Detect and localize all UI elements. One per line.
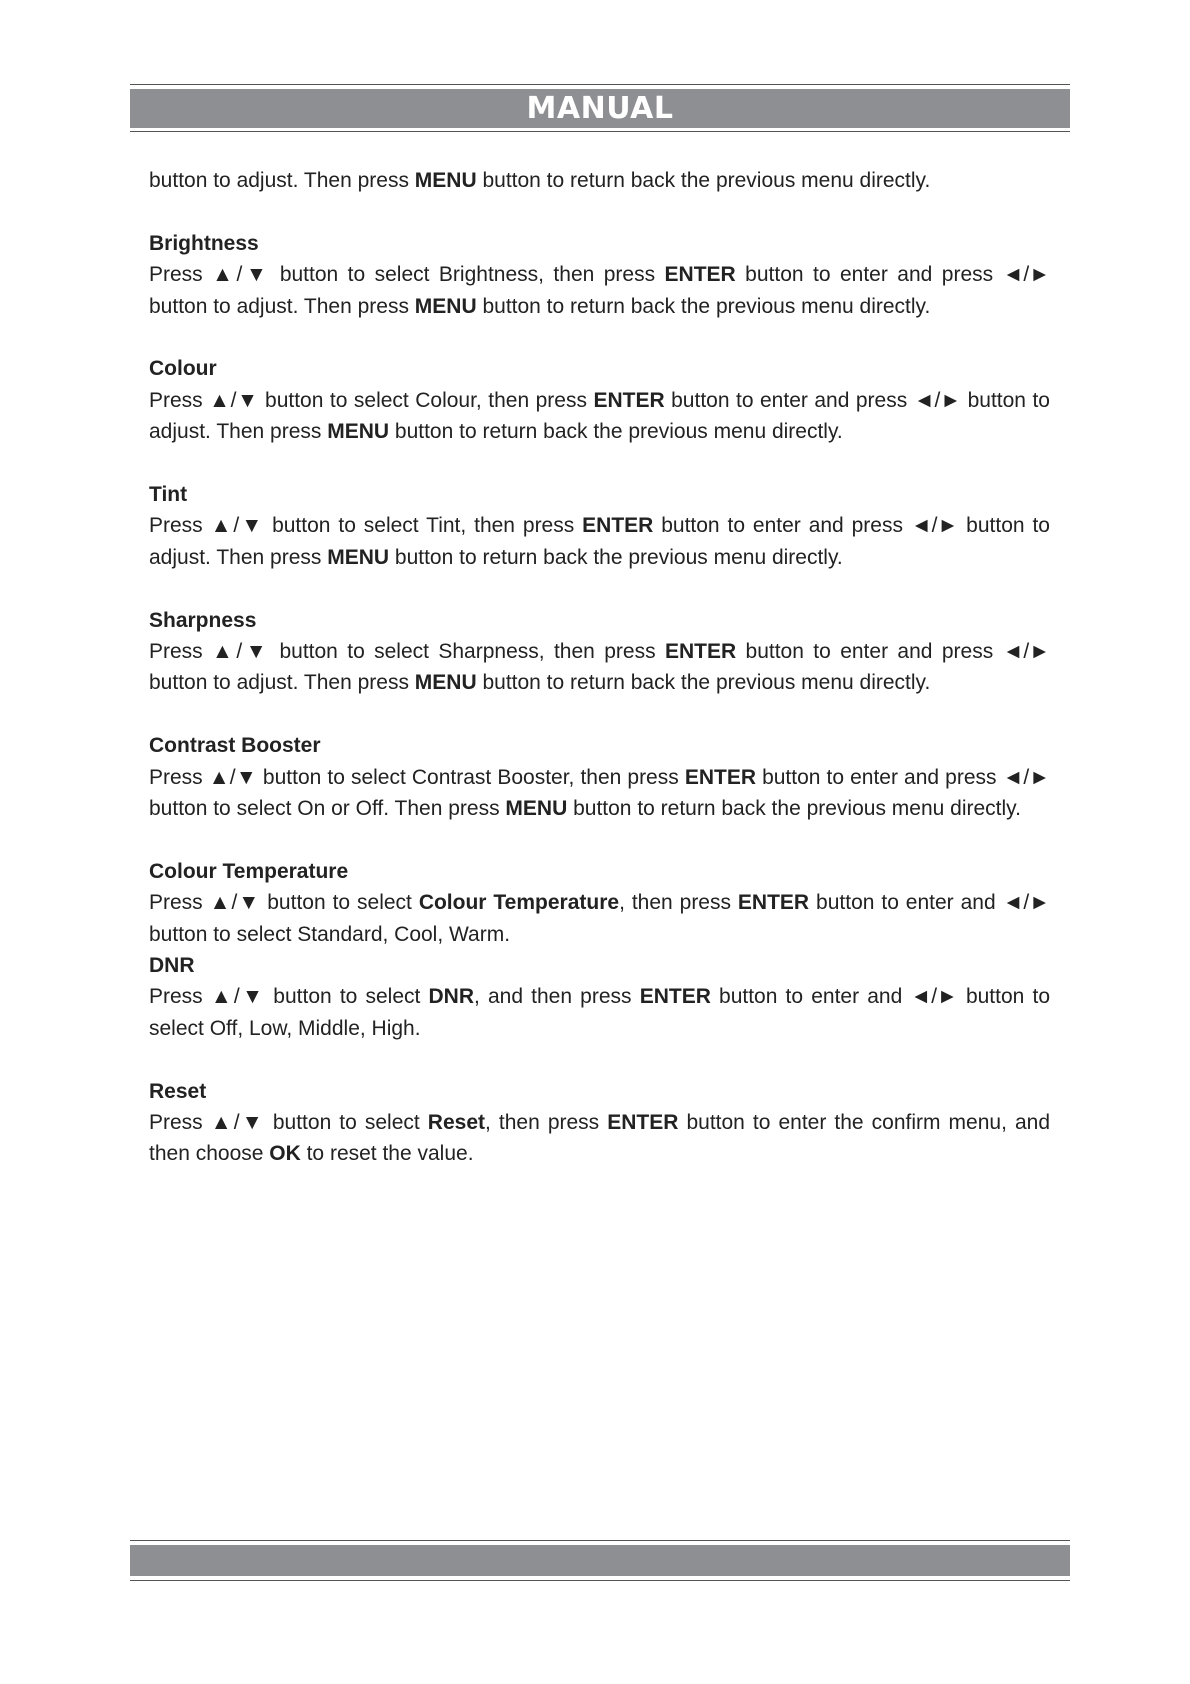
keyword-menu: MENU — [327, 420, 390, 444]
keyword-enter: ENTER — [664, 640, 737, 664]
text-run: button to enter and press ◄/► button to adjust. Then press — [149, 388, 1050, 444]
section-heading: Reset — [149, 1079, 207, 1103]
section-heading: Brightness — [149, 231, 259, 255]
text-run: , and then press — [474, 985, 640, 1009]
text-run: button to return back the previous menu directly. — [389, 420, 843, 444]
text-run: , then press — [619, 891, 738, 915]
text-run: button to return back the previous menu directly. — [476, 169, 931, 192]
text-run: button to enter and press ◄/► button to adjust. Then press — [149, 640, 1050, 695]
text-run: button to enter and ◄/► button to select Off, Low, Middle, High. — [149, 985, 1050, 1040]
footer-band — [130, 1545, 1070, 1576]
keyword-reset: Reset — [427, 1111, 485, 1135]
keyword-colour-temperature: Colour Temperature — [418, 891, 620, 915]
text-run: button to return back the previous menu directly. — [476, 294, 931, 318]
text-run: button to enter the confirm menu, and then choose — [149, 1111, 1051, 1166]
header-bottom-rule — [130, 131, 1070, 132]
section-reset — [149, 1076, 1050, 1170]
keyword-enter: ENTER — [593, 388, 665, 412]
text-run: Press ▲/▼ button to select Sharpness, then press — [149, 640, 665, 664]
keyword-enter: ENTER — [639, 985, 711, 1009]
section-paragraph — [149, 762, 1050, 825]
page-title: MANUAL — [526, 90, 674, 126]
section-colour-temperature — [149, 856, 1050, 950]
text-run: Press ▲/▼ button to select — [149, 891, 419, 915]
text-run: button to return back the previous menu directly. — [476, 671, 931, 695]
section-tint — [149, 479, 1050, 573]
section-dnr — [149, 950, 1050, 1044]
keyword-dnr: DNR — [428, 985, 474, 1009]
section-heading: Contrast Booster — [149, 734, 321, 758]
footer-top-rule — [130, 1540, 1070, 1541]
text-run: Press ▲/▼ button to select Contrast Booster, then press — [149, 765, 685, 789]
footer-bottom-rule — [130, 1580, 1070, 1581]
section-heading: Sharpness — [149, 608, 257, 632]
keyword-enter: ENTER — [737, 891, 810, 915]
section-heading: Colour Temperature — [149, 859, 349, 883]
keyword-enter: ENTER — [607, 1111, 679, 1135]
text-run: button to return back the previous menu directly. — [389, 545, 843, 569]
keyword-ok: OK — [269, 1142, 301, 1166]
keyword-menu: MENU — [505, 797, 568, 821]
keyword-menu: MENU — [414, 294, 477, 318]
text-run: button to return back the previous menu directly. — [567, 797, 1021, 821]
section-paragraph — [149, 981, 1050, 1044]
keyword-enter: ENTER — [664, 263, 736, 287]
section-brightness — [149, 228, 1050, 322]
text-run: button to enter and ◄/► button to select Standard, Cool, Warm. — [149, 891, 1050, 946]
keyword-enter: ENTER — [684, 765, 756, 789]
text-run: to reset the value. — [300, 1142, 474, 1166]
intro-paragraph — [149, 165, 1050, 196]
section-paragraph — [149, 636, 1050, 699]
manual-body — [149, 165, 1050, 1170]
text-run: button to enter and press ◄/► button to adjust. Then press — [149, 263, 1050, 318]
section-sharpness — [149, 605, 1050, 699]
text-run: button to enter and press ◄/► button to adjust. Then press — [149, 514, 1050, 569]
section-heading: Colour — [149, 357, 217, 381]
keyword-menu: MENU — [414, 671, 477, 695]
section-colour — [149, 353, 1050, 447]
text-run: Press ▲/▼ button to select — [149, 985, 429, 1009]
section-heading: DNR — [149, 954, 195, 978]
text-run: button to adjust. Then press — [149, 169, 415, 192]
text-run: Press ▲/▼ button to select Colour, then press — [149, 388, 594, 412]
section-paragraph — [149, 259, 1050, 322]
text-run: , then press — [485, 1111, 608, 1135]
section-contrast-booster — [149, 730, 1050, 824]
section-paragraph — [149, 510, 1050, 573]
header-top-rule — [130, 84, 1070, 85]
text-run: Press ▲/▼ button to select Brightness, then press — [149, 263, 665, 287]
keyword-menu: MENU — [327, 545, 390, 569]
section-paragraph — [149, 887, 1050, 950]
keyword-enter: ENTER — [582, 514, 654, 538]
text-run: Press ▲/▼ button to select — [149, 1111, 428, 1135]
header-band — [130, 89, 1070, 128]
keyword-menu: MENU — [414, 169, 477, 192]
section-heading: Tint — [149, 483, 188, 507]
text-run: button to enter and press ◄/► button to select On or Off. Then press — [149, 765, 1050, 821]
text-run: Press ▲/▼ button to select Tint, then press — [149, 514, 583, 538]
section-paragraph — [149, 385, 1050, 448]
section-paragraph — [149, 1107, 1050, 1170]
